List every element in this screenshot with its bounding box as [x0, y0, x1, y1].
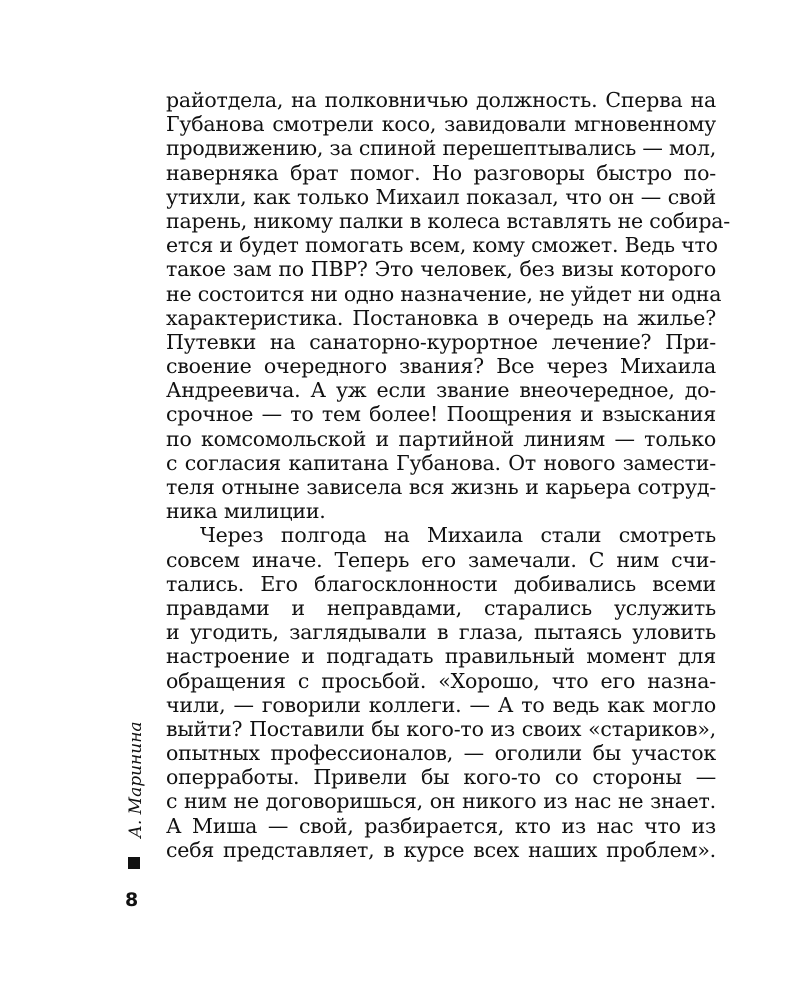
text-line: продвижению, за спиной перешептывались — мол,: [166, 136, 717, 161]
paragraph-2: [166, 523, 716, 862]
text-line: своение очередного звания? Все через Михаила: [166, 354, 716, 379]
text-line: тались. Его благосклонности добивались всеми: [166, 571, 716, 596]
paragraph-1: [166, 88, 731, 524]
text-line: срочное — то тем более! Поощрения и взыскания: [166, 402, 716, 427]
text-line: по комсомольской и партийной линиям — только: [166, 426, 716, 451]
page-text: [166, 88, 731, 862]
text-line: Губанова смотрели косо, завидовали мгновенному: [166, 112, 716, 137]
running-header-author: А. Маринина: [126, 721, 146, 838]
text-line: и угодить, заглядывали в глаза, пытаясь уловить: [166, 620, 716, 645]
page-number: 8: [125, 889, 139, 911]
square-marker-icon: [128, 857, 140, 869]
text-line: чили, — говорили коллеги. — А то ведь как могло: [166, 692, 716, 717]
text-line: теля отныне зависела вся жизнь и карьера сотруд-: [166, 475, 716, 499]
text-line: А Миша — свой, разбирается, кто из нас что из: [166, 813, 716, 838]
text-line: совсем иначе. Теперь его замечали. С ним счи-: [166, 547, 716, 572]
text-line: обращения с просьбой. «Хорошо, что его назна-: [166, 668, 716, 693]
text-line: оперработы. Привели бы кого-то со стороны —: [166, 765, 716, 790]
text-line: опытных профессионалов, — оголили бы участок: [166, 741, 716, 766]
text-line: правдами и неправдами, старались услужить: [166, 595, 716, 620]
text-line: не состоится ни одно назначение, не уйдет ни одна: [166, 281, 722, 306]
text-line: ника милиции.: [166, 499, 326, 524]
text-line: себя представляет, в курсе всех наших проблем».: [166, 837, 716, 862]
text-line: Путевки на санаторно-курортное лечение? При-: [166, 329, 716, 354]
text-line: парень, никому палки в колеса вставлять не собира-: [166, 208, 731, 233]
text-line: райотдела, на полковничью должность. Сперва на: [166, 88, 716, 112]
text-line: такое зам по ПВР? Это человек, без визы которого: [166, 257, 716, 282]
text-line: наверняка брат помог. Но разговоры быстро по-: [166, 160, 716, 185]
text-line: утихли, как только Михаил показал, что он — свой: [166, 184, 716, 209]
text-line: выйти? Поставили бы кого-то из своих «стариков»,: [166, 716, 716, 741]
text-line: Андреевича. А уж если звание внеочередное, до-: [166, 378, 716, 403]
text-line: с ним не договоришься, он никого из нас не знает.: [166, 789, 716, 814]
text-line: характеристика. Постановка в очередь на жилье?: [166, 305, 716, 330]
text-line: настроение и подгадать правильный момент для: [166, 644, 716, 669]
text-line: ется и будет помогать всем, кому сможет. Ведь что: [166, 233, 718, 258]
text-line: Через полгода на Михаила стали смотреть: [200, 523, 716, 548]
text-line: с согласия капитана Губанова. От нового замести-: [166, 450, 716, 475]
